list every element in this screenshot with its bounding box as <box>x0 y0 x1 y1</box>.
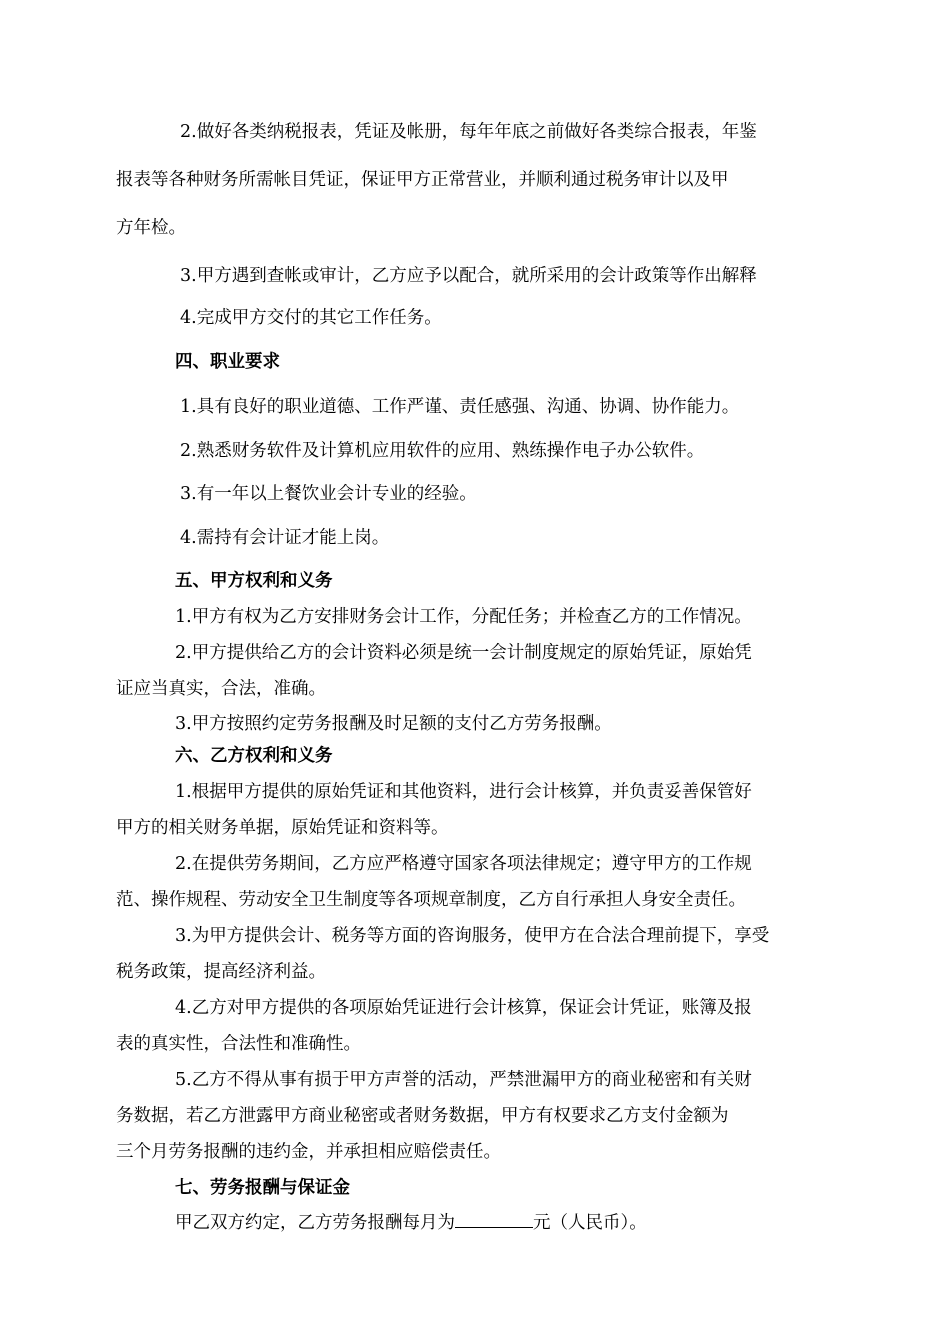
list-item: 4.需持有会计证才能上岗。 <box>180 528 390 548</box>
list-item: 1.具有良好的职业道德、工作严谨、责任感强、沟通、协调、协作能力。 <box>180 397 740 417</box>
paragraph-line: 报表等各种财务所需帐目凭证，保证甲方正常营业，并顺利通过税务审计以及甲 <box>116 170 729 190</box>
list-item: 3.有一年以上餐饮业会计专业的经验。 <box>180 484 477 504</box>
section-heading: 四、职业要求 <box>175 352 280 372</box>
section-heading: 七、劳务报酬与保证金 <box>175 1178 350 1198</box>
list-item: 3.为甲方提供会计、税务等方面的咨询服务，使甲方在合法合理前提下，享受 <box>175 926 770 946</box>
list-item-continuation: 证应当真实，合法，准确。 <box>116 679 326 699</box>
list-item: 4.乙方对甲方提供的各项原始凭证进行会计核算，保证会计凭证，账簿及报 <box>175 998 752 1018</box>
list-item: 1.甲方有权为乙方安排财务会计工作，分配任务；并检查乙方的工作情况。 <box>175 607 752 627</box>
list-item-continuation: 表的真实性，合法性和准确性。 <box>116 1034 361 1054</box>
list-item: 2.在提供劳务期间，乙方应严格遵守国家各项法律规定；遵守甲方的工作规 <box>175 854 752 874</box>
list-item-continuation: 三个月劳务报酬的违约金，并承担相应赔偿责任。 <box>116 1142 501 1162</box>
paragraph-line: 方年检。 <box>116 218 186 238</box>
list-item: 3.甲方按照约定劳务报酬及时足额的支付乙方劳务报酬。 <box>175 714 612 734</box>
amount-blank <box>455 1211 533 1228</box>
list-item-continuation: 税务政策，提高经济利益。 <box>116 962 326 982</box>
list-item: 2.甲方提供给乙方的会计资料必须是统一会计制度规定的原始凭证，原始凭 <box>175 643 752 663</box>
list-item: 1.根据甲方提供的原始凭证和其他资料，进行会计核算，并负责妥善保管好 <box>175 782 752 802</box>
payment-clause-after: 元（人民币）。 <box>533 1213 647 1233</box>
list-item-continuation: 范、操作规程、劳动安全卫生制度等各项规章制度，乙方自行承担人身安全责任。 <box>116 890 746 910</box>
list-item-continuation: 务数据，若乙方泄露甲方商业秘密或者财务数据，甲方有权要求乙方支付金额为 <box>116 1106 729 1126</box>
section-heading: 五、甲方权利和义务 <box>175 571 333 591</box>
paragraph-line: 3.甲方遇到查帐或审计，乙方应予以配合，就所采用的会计政策等作出解释 <box>180 266 757 286</box>
paragraph-line: 4.完成甲方交付的其它工作任务。 <box>180 308 442 328</box>
payment-clause-before: 甲乙双方约定，乙方劳务报酬每月为 <box>175 1213 455 1233</box>
section-heading: 六、乙方权利和义务 <box>175 746 333 766</box>
list-item: 2.熟悉财务软件及计算机应用软件的应用、熟练操作电子办公软件。 <box>180 441 705 461</box>
paragraph-line: 2.做好各类纳税报表，凭证及帐册，每年年底之前做好各类综合报表，年鉴 <box>180 122 757 142</box>
list-item-continuation: 甲方的相关财务单据，原始凭证和资料等。 <box>116 818 449 838</box>
payment-clause <box>175 1211 647 1235</box>
list-item: 5.乙方不得从事有损于甲方声誉的活动，严禁泄漏甲方的商业秘密和有关财 <box>175 1070 752 1090</box>
